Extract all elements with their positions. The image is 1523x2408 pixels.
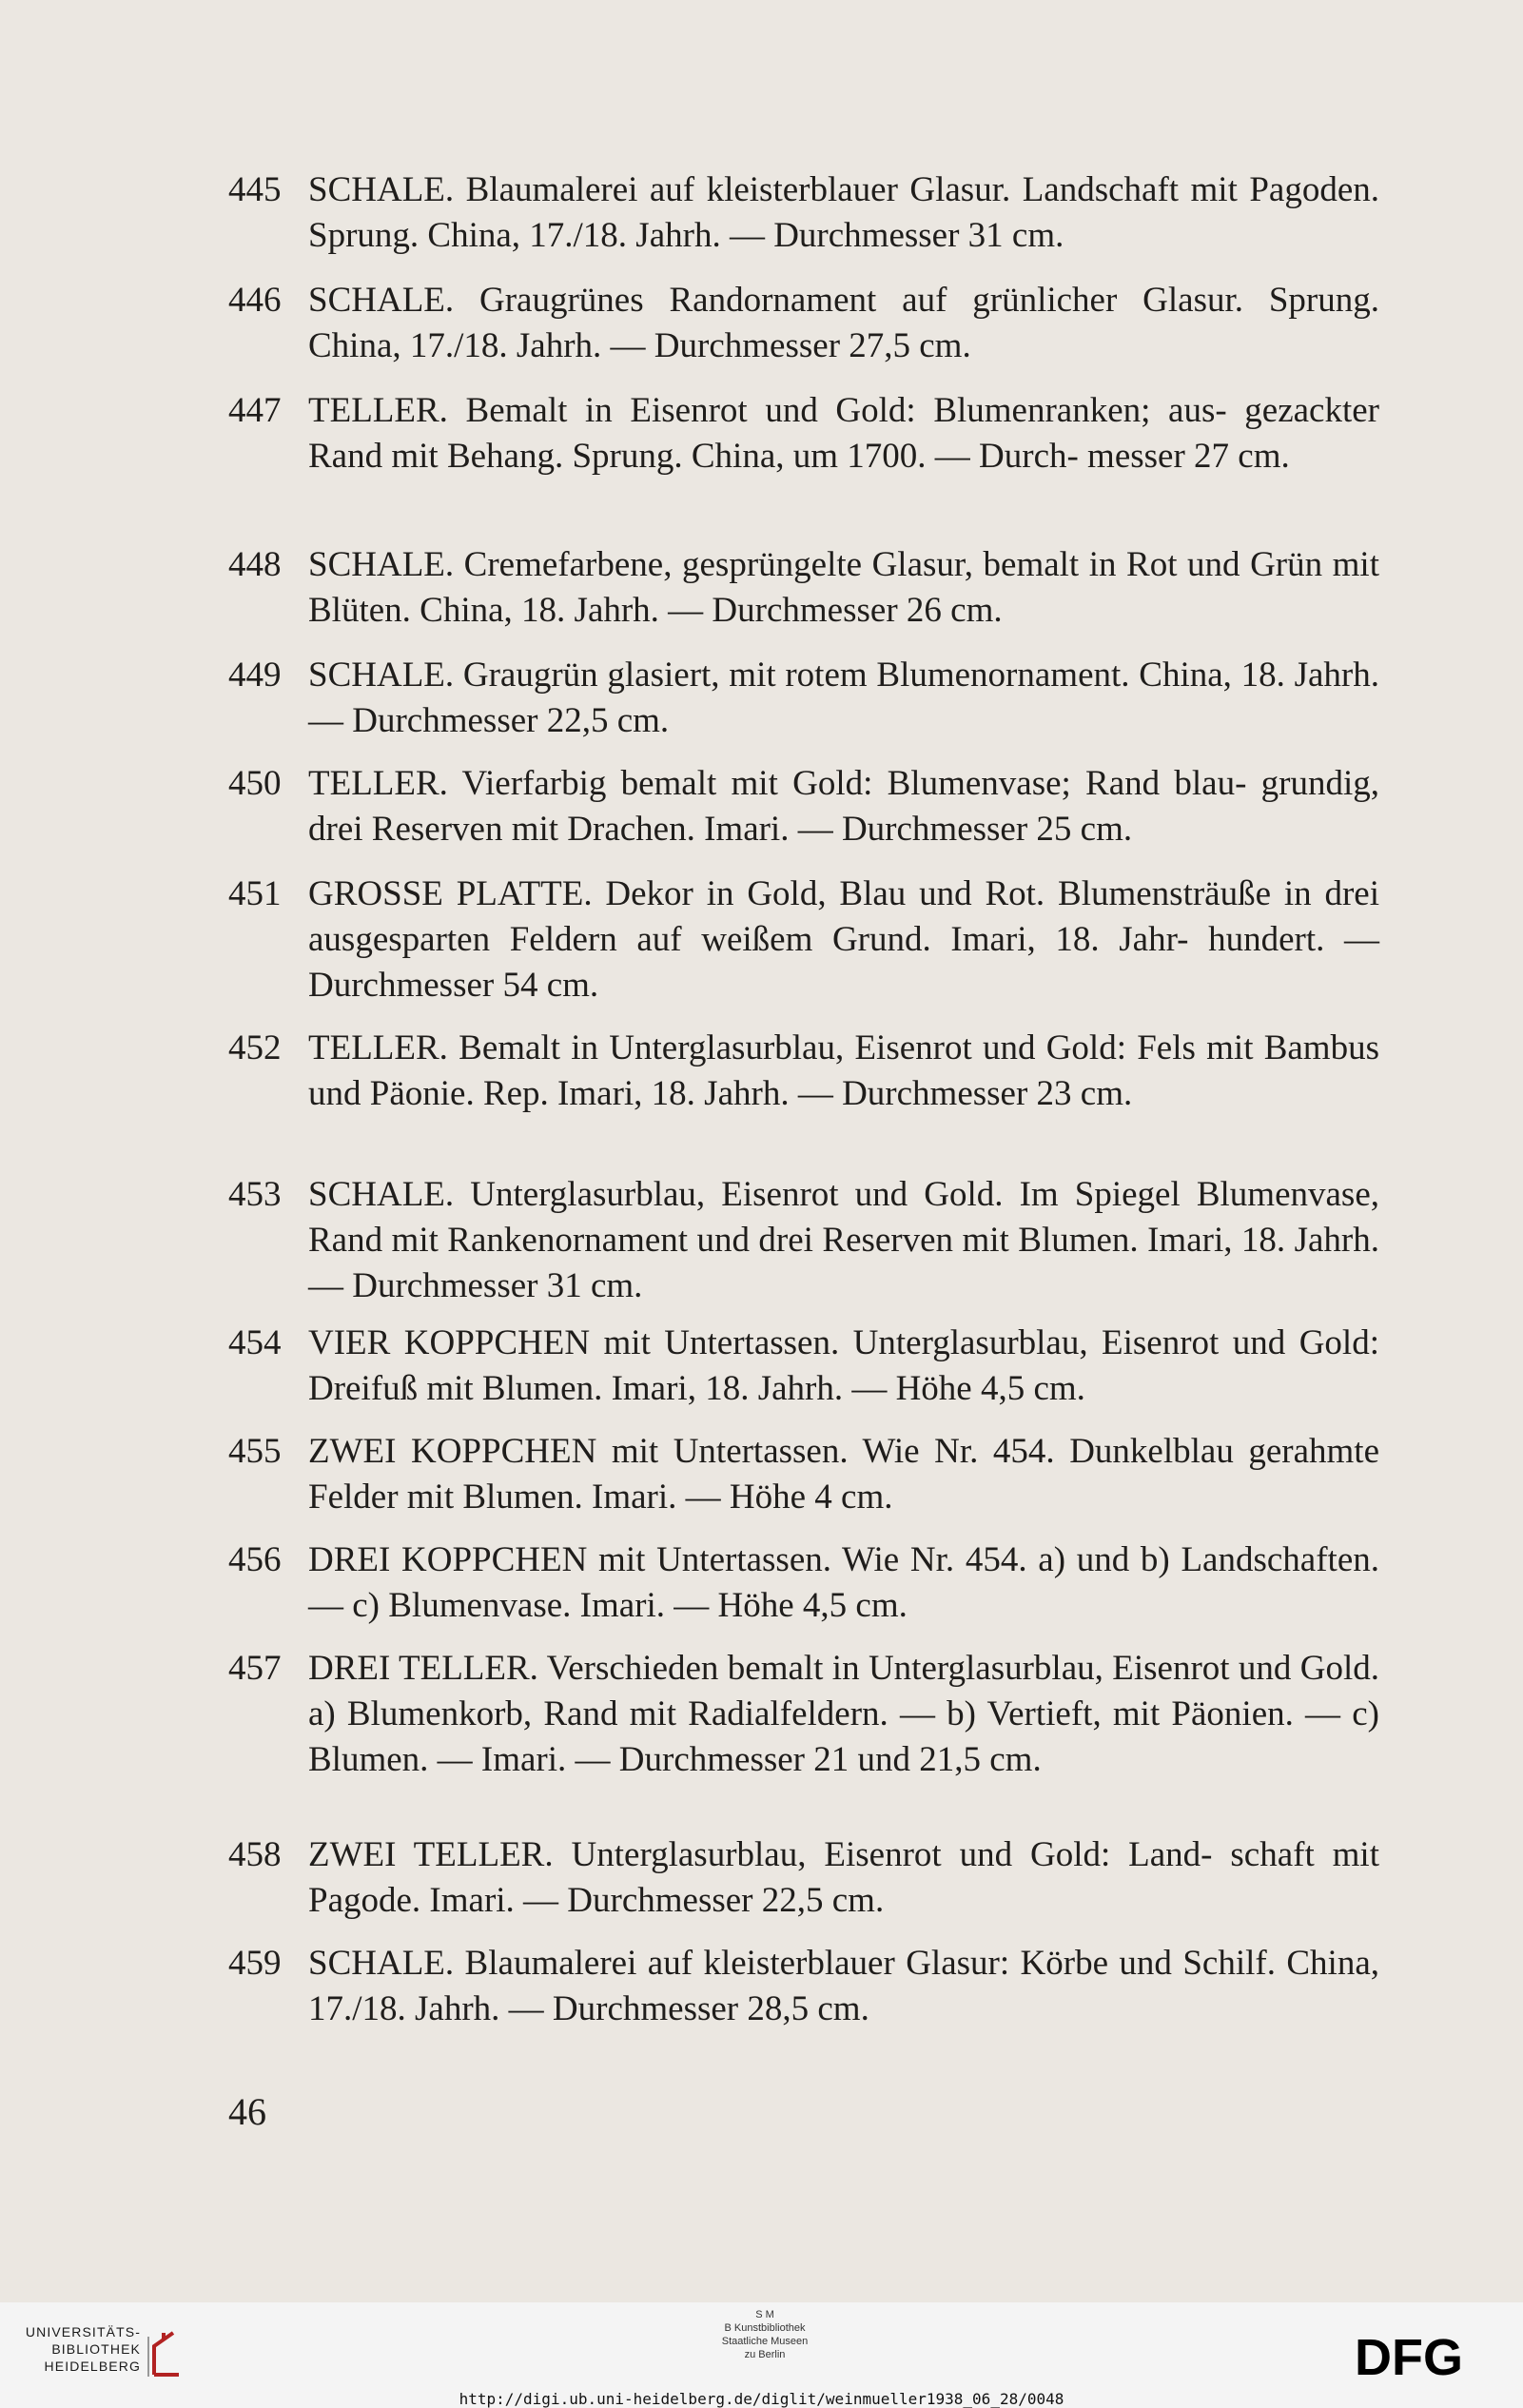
catalog-entry: [228, 1832, 1379, 1924]
library-stamp: S M B Kunstbibliothek Staatliche Museen zu Berlin: [721, 2309, 809, 2360]
entry-number: 452: [228, 1028, 282, 1067]
entry-number: 449: [228, 656, 282, 695]
catalog-entry: [228, 1646, 1379, 1783]
entry-number: 445: [228, 170, 282, 209]
catalog-entry: [228, 1026, 1379, 1117]
entry-number: 447: [228, 391, 282, 430]
entry-number: 459: [228, 1944, 282, 1983]
university-mark-icon: [145, 2327, 186, 2380]
page-number: 46: [228, 2090, 266, 2133]
footer: [0, 2302, 1523, 2408]
entry-number: 450: [228, 764, 282, 803]
entry-number: 448: [228, 545, 282, 584]
entry-text: DREI TELLER. Verschieden bemalt in Unterglasurblau, Eisenrot und Gold. a) Blumenkorb, Rand mit Radialfeldern. — b) Vertieft, mit Päonien. — c) Blumen. — Imari. — Durchmesser 21 und 21,5 cm.: [308, 1649, 1379, 1779]
entry-text: SCHALE. Unterglasurblau, Eisenrot und Gold. Im Spiegel Blumenvase, Rand mit Rankenornament und drei Reserven mit Blumen. Imari, 18. Jahrh. — Durchmesser 31 cm.: [308, 1175, 1379, 1305]
entry-text: TELLER. Vierfarbig bemalt mit Gold: Blumenvase; Rand blau- grundig, drei Reserven mit Drachen. Imari. — Durchmesser 25 cm.: [308, 764, 1379, 849]
catalog-entry: [228, 1941, 1379, 2032]
entry-text: SCHALE. Blaumalerei auf kleisterblauer Glasur: Körbe und Schilf. China, 17./18. Jahrh. — Durchmesser 28,5 cm.: [308, 1944, 1379, 2028]
university-name: UNIVERSITÄTS- BIBLIOTHEK HEIDELBERG: [25, 2324, 141, 2374]
permalink-url[interactable]: http://digi.ub.uni-heidelberg.de/diglit/weinmueller1938_06_28/0048: [459, 2390, 1064, 2408]
entry-number: 453: [228, 1175, 282, 1214]
catalog-entry: [228, 167, 1379, 259]
entry-text: GROSSE PLATTE. Dekor in Gold, Blau und Rot. Blumensträuße in drei ausgesparten Feldern auf weißem Grund. Imari, 18. Jahr- hundert. — Durchmesser 54 cm.: [308, 874, 1379, 1005]
catalog-entry: [228, 1321, 1379, 1412]
catalog-entry: [228, 1537, 1379, 1629]
entry-text: DREI KOPPCHEN mit Untertassen. Wie Nr. 454. a) und b) Landschaften. — c) Blumenvase. Imari. — Höhe 4,5 cm.: [308, 1540, 1379, 1625]
dfg-logo[interactable]: [1355, 2331, 1499, 2380]
catalog-entry: [228, 761, 1379, 852]
entry-text: SCHALE. Cremefarbene, gesprüngelte Glasur, bemalt in Rot und Grün mit Blüten. China, 18. Jahrh. — Durchmesser 26 cm.: [308, 545, 1379, 630]
entry-text: SCHALE. Blaumalerei auf kleisterblauer Glasur. Landschaft mit Pagoden. Sprung. China, 17./18. Jahrh. — Durchmesser 31 cm.: [308, 170, 1379, 255]
entry-number: 458: [228, 1835, 282, 1874]
entry-text: TELLER. Bemalt in Eisenrot und Gold: Blumenranken; aus- gezackter Rand mit Behang. Sprung. China, um 1700. — Durch- messer 27 cm.: [308, 391, 1379, 476]
entry-number: 455: [228, 1432, 282, 1471]
entry-text: SCHALE. Graugrünes Randornament auf grünlicher Glasur. Sprung. China, 17./18. Jahrh. — Durchmesser 27,5 cm.: [308, 281, 1379, 365]
catalog-entry: [228, 388, 1379, 480]
entry-text: SCHALE. Graugrün glasiert, mit rotem Blumenornament. China, 18. Jahrh. — Durchmesser 22,5 cm.: [308, 656, 1379, 740]
catalog-entry: [228, 278, 1379, 369]
catalog-entry: [228, 1429, 1379, 1520]
entry-text: TELLER. Bemalt in Unterglasurblau, Eisenrot und Gold: Fels mit Bambus und Päonie. Rep. Imari, 18. Jahrh. — Durchmesser 23 cm.: [308, 1028, 1379, 1113]
university-logo[interactable]: [17, 2323, 188, 2384]
catalog-entry: [228, 871, 1379, 1008]
svg-text:DFG: DFG: [1355, 2331, 1463, 2380]
entry-text: VIER KOPPCHEN mit Untertassen. Unterglasurblau, Eisenrot und Gold: Dreifuß mit Blumen. Imari, 18. Jahrh. — Höhe 4,5 cm.: [308, 1323, 1379, 1408]
catalog-entry: [228, 653, 1379, 744]
catalog-entry: [228, 542, 1379, 634]
entry-number: 451: [228, 874, 282, 913]
entry-number: 454: [228, 1323, 282, 1362]
entry-text: ZWEI KOPPCHEN mit Untertassen. Wie Nr. 454. Dunkelblau gerahmte Felder mit Blumen. Imari. — Höhe 4 cm.: [308, 1432, 1379, 1517]
entry-number: 456: [228, 1540, 282, 1579]
entry-text: ZWEI TELLER. Unterglasurblau, Eisenrot und Gold: Land- schaft mit Pagode. Imari. — Durchmesser 22,5 cm.: [308, 1835, 1379, 1920]
catalog-entry: [228, 1172, 1379, 1309]
entry-number: 446: [228, 281, 282, 320]
entry-number: 457: [228, 1649, 282, 1688]
